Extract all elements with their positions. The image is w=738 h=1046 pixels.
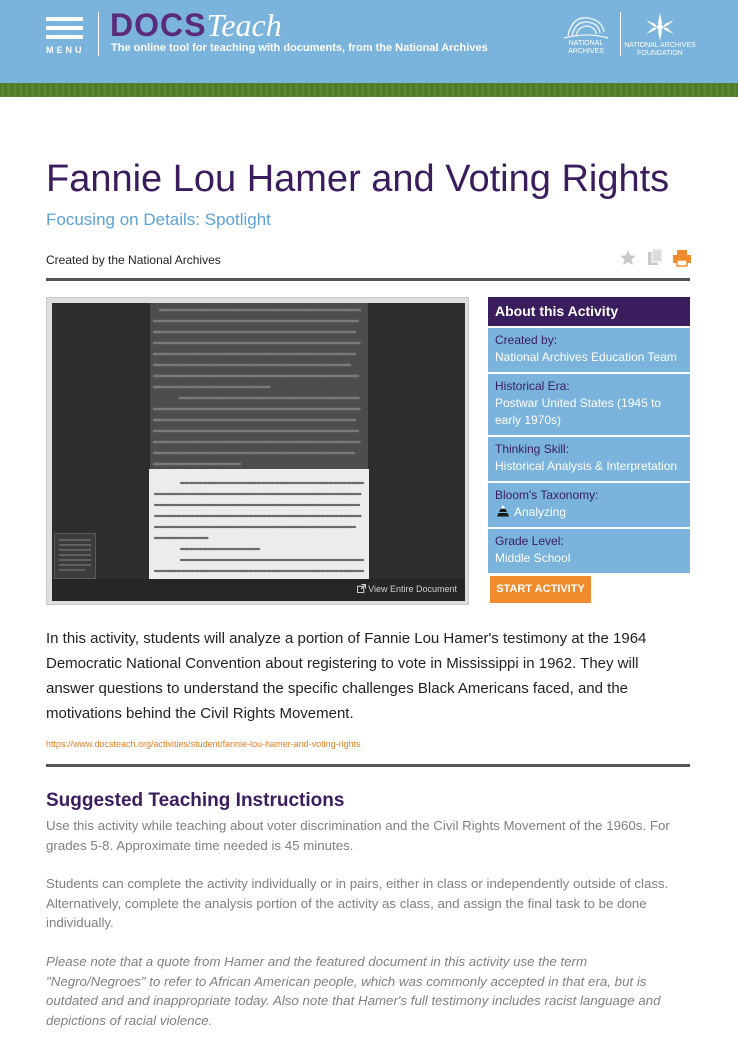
teaching-paragraph: Use this activity while teaching about voter discrimination and the Civil Rights Movement of the 1960s. For grades 5-8. Approximate time needed is 45 minutes. (46, 818, 670, 853)
content-note: Please note that a quote from Hamer and the featured document in this activity use the term "Negro/Negroes" to refer to African American people, which was commonly accepted in that era, but is outdated and and inappropriate today. Also note that Hamer's full testimony includes racist language and depictions of racial violence. (46, 954, 661, 1028)
tagline: The online tool for teaching with documents, from the National Archives (111, 42, 488, 54)
about-label: Created by: (495, 333, 558, 347)
document-spotlight-lines (149, 469, 369, 579)
about-blooms-taxonomy (488, 481, 690, 527)
header-divider (620, 12, 621, 56)
divider (46, 764, 690, 767)
about-label: Bloom's Taxonomy: (495, 488, 599, 502)
site-header (0, 0, 738, 83)
about-label: Thinking Skill: (495, 442, 570, 456)
menu-label[interactable]: MENU (46, 45, 85, 55)
about-value: Analyzing (514, 505, 567, 519)
menu-icon-bar (46, 35, 83, 39)
about-value-row (495, 504, 683, 521)
logo-teach-text: Teach (206, 7, 282, 43)
teaching-paragraph: Students can complete the activity individually or in pairs, either in class or independently outside of class. Alternatively, complete the analysis portion of the activity as class, and assign the final task to be done individually. (46, 876, 669, 930)
foundation-star-icon[interactable] (643, 12, 677, 42)
logo-docs-text: DOCS (110, 7, 207, 43)
about-value: Middle School (495, 551, 571, 565)
view-entire-document-label: View Entire Document (368, 584, 457, 594)
about-value: Historical Analysis & Interpretation (495, 459, 678, 473)
document-thumbnail[interactable] (54, 533, 96, 579)
about-activity-panel (488, 297, 690, 573)
page-title: Fannie Lou Hamer and Voting Rights (46, 158, 670, 200)
menu-icon (46, 17, 83, 21)
external-link-icon (357, 584, 366, 593)
star-icon[interactable] (618, 248, 638, 268)
activity-type: Focusing on Details: Spotlight (46, 210, 271, 229)
creator-credit: Created by the National Archives (46, 253, 221, 267)
document-spotlight (149, 469, 369, 579)
print-icon[interactable] (672, 248, 692, 268)
about-grade-level (488, 527, 690, 573)
pyramid-icon (495, 504, 511, 518)
about-value: Postwar United States (1945 to early 1970s) (495, 396, 662, 427)
activity-description: In this activity, students will analyze a portion of Fannie Lou Hamer's testimony at the 1964 Democratic National Convention about registering to vote in Mississippi in 1962. They will answer questions to understand the specific challenges Black Americans faced, and the motivations behind the Civil Rights Movement. (46, 630, 647, 722)
document-page-dimmed (150, 303, 368, 473)
thumbnail-lines (55, 534, 95, 578)
about-label: Historical Era: (495, 379, 570, 393)
about-historical-era (488, 372, 690, 435)
start-activity-button[interactable]: START ACTIVITY (490, 576, 591, 603)
document-image (52, 303, 465, 601)
about-created-by (488, 326, 690, 372)
about-label: Grade Level: (495, 534, 564, 548)
about-thinking-skill (488, 435, 690, 481)
national-archives-text: NATIONAL ARCHIVES (568, 40, 604, 55)
view-entire-document-link[interactable] (357, 584, 457, 594)
docsteach-logo[interactable] (110, 6, 282, 44)
menu-icon-bar (46, 26, 83, 30)
document-preview[interactable] (46, 297, 469, 605)
header-stripe (0, 83, 738, 97)
document-footer-bar (52, 579, 465, 601)
foundation-text: NATIONAL ARCHIVES FOUNDATION (624, 42, 696, 57)
header-divider (98, 12, 99, 56)
teaching-instructions-heading: Suggested Teaching Instructions (46, 790, 345, 811)
about-heading: About this Activity (488, 297, 690, 326)
document-text-lines (150, 303, 368, 473)
activity-url-link[interactable]: https://www.docsteach.org/activities/student/fannie-lou-hamer-and-voting-rights (46, 739, 361, 749)
about-value: National Archives Education Team (495, 350, 677, 364)
divider (46, 278, 690, 281)
copy-icon[interactable] (645, 248, 665, 268)
